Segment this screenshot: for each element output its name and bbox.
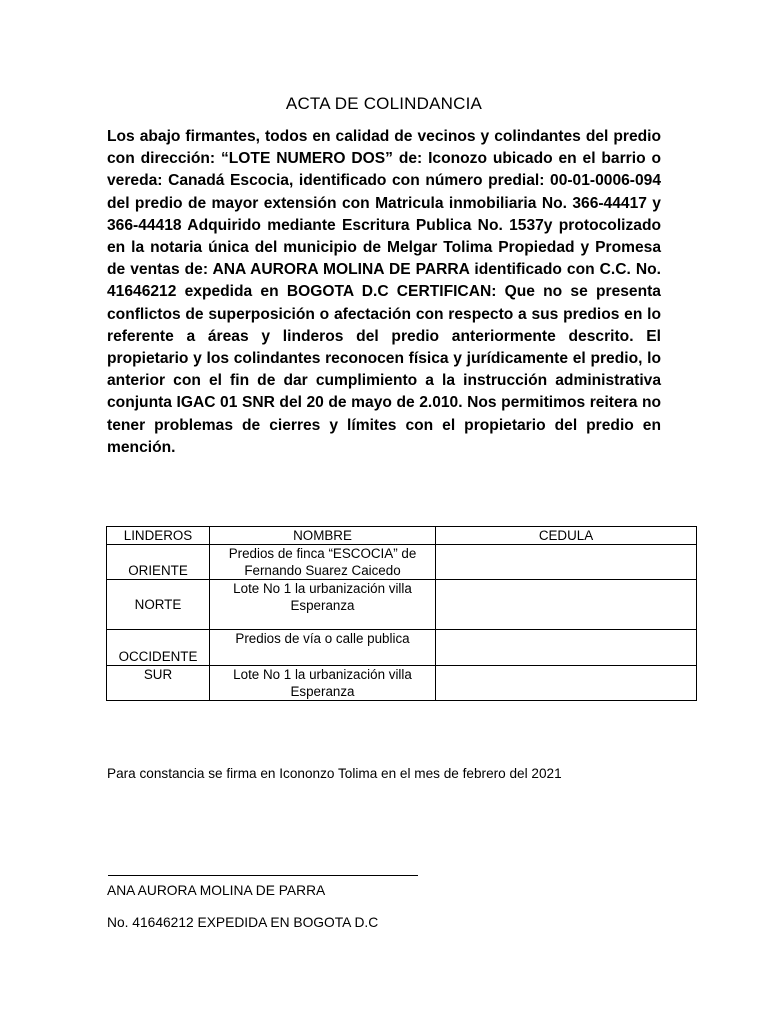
lindero-cell: SUR <box>107 666 210 701</box>
header-linderos: LINDEROS <box>107 527 210 545</box>
lindero-cell: NORTE <box>107 580 210 630</box>
cedula-cell <box>436 580 697 630</box>
constancia-text: Para constancia se firma en Icononzo Tolima en el mes de febrero del 2021 <box>107 766 562 781</box>
header-cedula: CEDULA <box>436 527 697 545</box>
nombre-cell: Predios de vía o calle publica <box>210 630 436 666</box>
nombre-cell: Lote No 1 la urbanización villa Esperanza <box>210 666 436 701</box>
signature-line <box>108 875 418 876</box>
document-title: ACTA DE COLINDANCIA <box>285 94 483 113</box>
nombre-cell: Lote No 1 la urbanización villa Esperanza <box>210 580 436 630</box>
certification-paragraph: Los abajo firmantes, todos en calidad de vecinos y colindantes del predio con dirección: “LOTE NUMERO DOS” de: Iconozo ubicado en el barrio o vereda: Canadá Escocia, identificado con número predial: 00-01-0006-094 del predio de mayor extensión con Matricula inmobiliaria No. 366-44417 y 366-44418 Adquirido mediante Escritura Publica No. 1537y protocolizado en la notaria única del municipio de Melgar Tolima Propiedad y Promesa de ventas de: ANA AURORA MOLINA DE PARRA identificado con C.C. No. 41646212 expedida en BOGOTA D.C CERTIFICAN: Que no se presenta conflictos de superposición o afectación con respecto a sus predios en lo referente a áreas y linderos del predio anteriormente descrito. El propietario y los colindantes reconocen física y jurídicamente el predio, lo anterior con el fin de dar cumplimiento a la instrucción administrativa conjunta IGAC 01 SNR del 20 de mayo de 2.010. Nos permitimos reitera no tener problemas de cierres y límites con el propietario del predio en mención. <box>107 128 661 456</box>
table-row <box>107 630 697 666</box>
lindero-cell: ORIENTE <box>107 545 210 580</box>
cedula-cell <box>436 630 697 666</box>
cedula-cell <box>436 666 697 701</box>
signatory-name: ANA AURORA MOLINA DE PARRA <box>107 883 326 898</box>
table-row <box>107 545 697 580</box>
table-row <box>107 666 697 701</box>
lindero-cell: OCCIDENTE <box>107 630 210 666</box>
signatory-id: No. 41646212 EXPEDIDA EN BOGOTA D.C <box>107 915 379 930</box>
header-nombre: NOMBRE <box>210 527 436 545</box>
cedula-cell <box>436 545 697 580</box>
linderos-table <box>106 526 697 701</box>
table-row <box>107 580 697 630</box>
table-header-row <box>107 527 697 545</box>
nombre-cell: Predios de finca “ESCOCIA” de Fernando Suarez Caicedo <box>210 545 436 580</box>
